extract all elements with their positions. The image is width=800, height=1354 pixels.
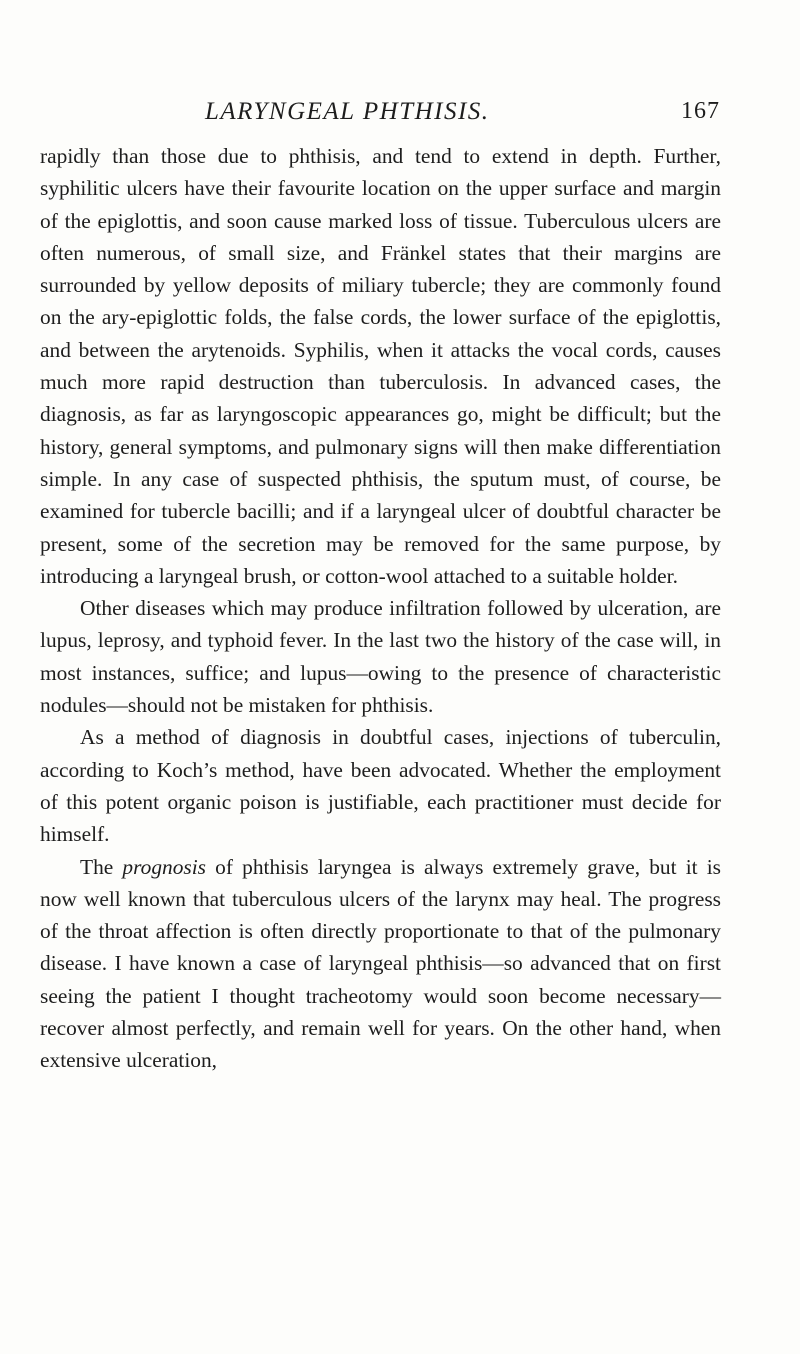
body-text [40,140,721,1077]
running-head [40,98,760,132]
prognosis-term: prognosis [122,854,207,879]
paragraph-prognosis [40,851,721,1077]
paragraph-other-diseases: Other diseases which may produce infiltration followed by ulceration, are lupus, leprosy, and typhoid fever. In the last two the history of the case will, in most instances, suffice; and lupus—owing to the presence of characteristic nodules—should not be mistaken for phthisis. [40,596,721,718]
page-number: 167 [681,98,720,124]
prognosis-lead: The [80,854,123,879]
prognosis-text: of phthisis laryngea is always extremely grave, but it is now well known that tuberculous ulcers of the larynx may heal. The progress of the throat affection is often directly proportionate to that of the pulmonary disease. I have known a case of laryngeal phthisis—so advanced that on first seeing the patient I thought tracheotomy would soon become necessary—recover almost perfectly, and remain well for years. On the other hand, when extensive ulceration, [40,854,721,1073]
running-title: LARYNGEAL PHTHISIS. [205,98,490,125]
paragraph-continued: rapidly than those due to phthisis, and tend to extend in depth. Further, syphilitic ulcers have their favourite location on the upper surface and margin of the epiglottis, and soon cause marked loss of tissue. Tuberculous ulcers are often numerous, of small size, and Fränkel states that their margins are surrounded by yellow deposits of miliary tubercle; they are commonly found on the ary-epiglottic folds, the false cords, the lower surface of the epiglottis, and between the arytenoids. Syphilis, when it attacks the vocal cords, causes much more rapid destruction than tuberculosis. In advanced cases, the diagnosis, as far as laryngoscopic appearances go, might be difficult; but the history, general symptoms, and pulmonary signs will then make differentiation simple. In any case of suspected phthisis, the sputum must, of course, be examined for tubercle bacilli; and if a laryngeal ulcer of doubtful character be present, some of the secretion may be removed for the same purpose, by introducing a laryngeal brush, or cotton-wool attached to a suitable holder. [40,144,721,588]
paragraph-tuberculin: As a method of diagnosis in doubtful cases, injections of tuberculin, according to Koch’s method, have been advocated. Whether the employment of this potent organic poison is justifiable, each practitioner must decide for himself. [40,725,721,847]
